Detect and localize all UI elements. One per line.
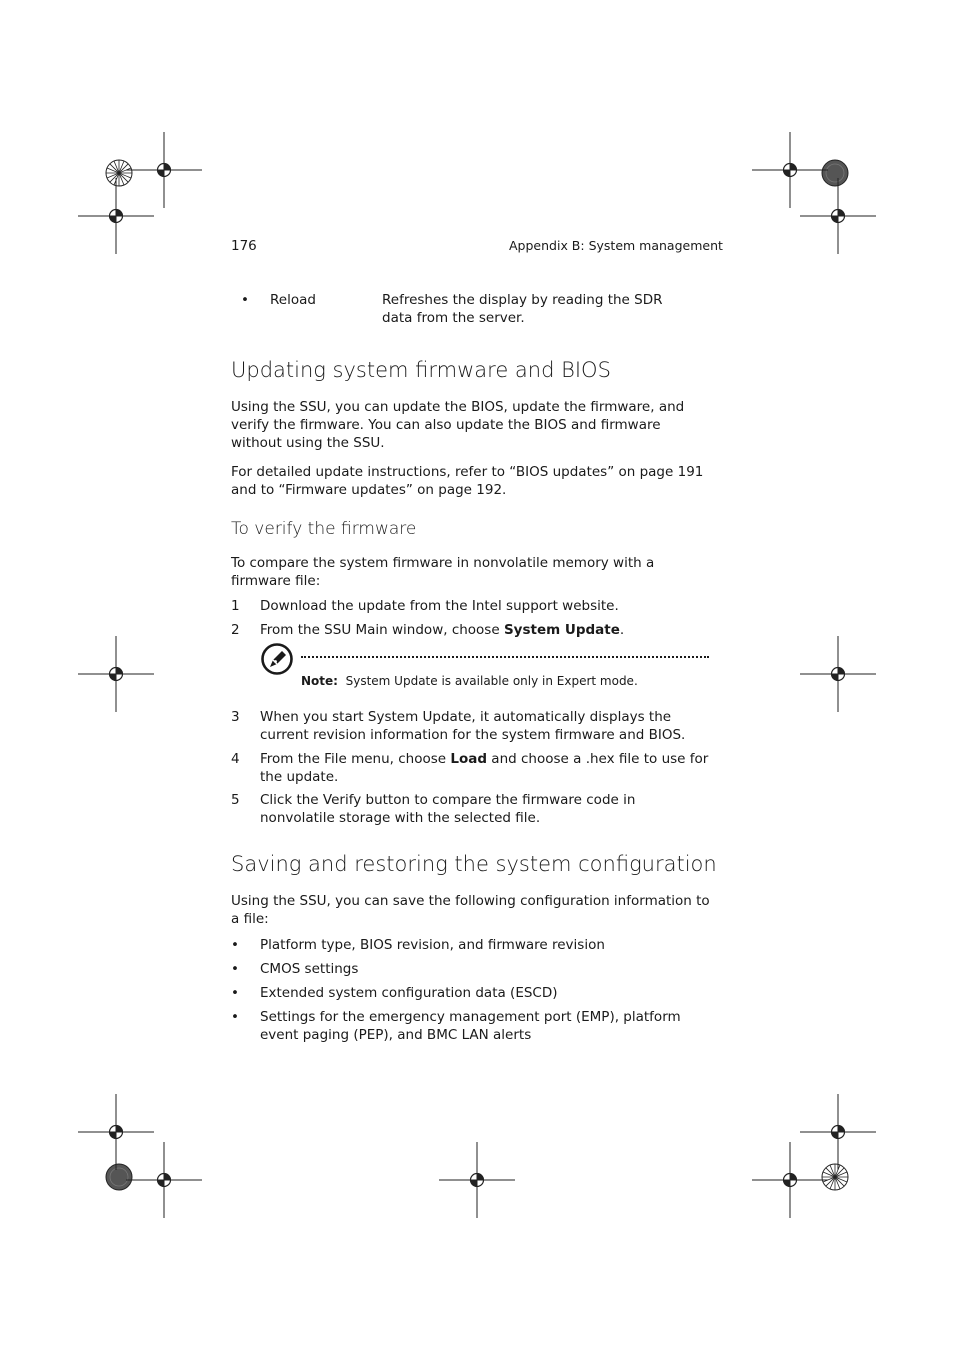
bullet-text: Settings for the emergency management port (EMP), platform event paging (PEP), and BMC LAN alerts	[260, 1009, 681, 1043]
reload-description-line2: data from the server.	[382, 310, 525, 326]
step-text-bold: System Update	[503, 622, 620, 638]
step-text-part: From the File menu, choose	[260, 751, 451, 767]
reload-term: Reload	[270, 292, 316, 308]
bullet-mark: •	[231, 985, 239, 1001]
step-text-part: and choose a .hex file to use for the update.	[260, 751, 709, 785]
step-text-part: .	[619, 622, 625, 638]
step-number: 2	[231, 622, 240, 638]
note-text	[301, 673, 638, 689]
bullet-text: Platform type, BIOS revision, and firmware revision	[260, 937, 605, 953]
note-dotted-rule	[301, 656, 709, 658]
note-label: Note:	[301, 674, 338, 688]
bullet-text: Extended system configuration data (ESCD)	[260, 985, 558, 1001]
step-number: 5	[231, 792, 240, 808]
step-text	[260, 621, 711, 639]
section2-intro: Using the SSU, you can save the following configuration information to a file:	[231, 893, 710, 927]
note-pen-icon	[260, 642, 294, 676]
section-title-updating-firmware: Updating system firmware and BIOS	[231, 358, 611, 382]
bullet-text: CMOS settings	[260, 961, 359, 977]
step-text-bold: Load	[450, 751, 488, 767]
bullet-mark: •	[231, 1009, 239, 1025]
step-number: 3	[231, 709, 240, 725]
step-number: 1	[231, 598, 240, 614]
section1-paragraph1: Using the SSU, you can update the BIOS, update the firmware, and verify the firmware. You can also update the BIOS and firmware without using the SSU.	[231, 399, 685, 451]
step-text: When you start System Update, it automatically displays the current revision information for the system firmware and BIOS.	[260, 709, 686, 743]
reload-bullet: •	[241, 292, 249, 308]
step-text-part: From the SSU Main window, choose	[260, 622, 504, 638]
step-number: 4	[231, 751, 240, 767]
bullet-mark: •	[231, 937, 239, 953]
note-body: System Update is available only in Expert mode.	[345, 674, 638, 688]
section1-paragraph2: For detailed update instructions, refer to “BIOS updates” on page 191 and to “Firmware updates” on page 192.	[231, 464, 704, 498]
reload-description	[382, 291, 712, 327]
step-text: Click the Verify button to compare the firmware code in nonvolatile storage with the selected file.	[260, 792, 636, 826]
running-title: Appendix B: System management	[509, 238, 723, 253]
section-title-saving-config: Saving and restoring the system configuration	[231, 852, 717, 876]
step-text: Download the update from the Intel support website.	[260, 598, 619, 614]
subsection-title-verify-firmware: To verify the firmware	[231, 519, 417, 539]
page-number: 176	[231, 238, 257, 254]
step-text	[260, 750, 711, 786]
subsection-intro: To compare the system firmware in nonvolatile memory with a firmware file:	[231, 555, 655, 589]
bullet-mark: •	[231, 961, 239, 977]
reload-description-line1: Refreshes the display by reading the SDR	[382, 292, 663, 308]
